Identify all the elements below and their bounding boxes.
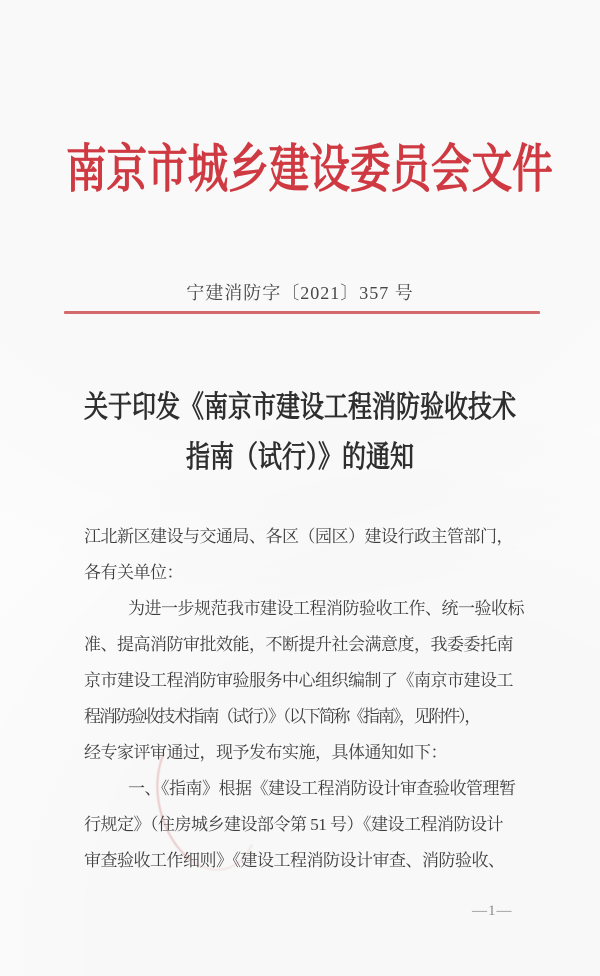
page-number: —1— <box>472 903 513 919</box>
letterhead-title: 南京市城乡建设委员会文件 <box>66 142 553 199</box>
notice-body <box>84 519 528 879</box>
body-line: 一、《指南》根据《建设工程消防设计审查验收管理暂 <box>128 779 516 798</box>
body-line: 各有关单位： <box>84 563 183 582</box>
notice-title-line-1: 关于印发《南京市建设工程消防验收技术 <box>84 391 516 424</box>
body-line: 审查验收工作细则》《建设工程消防设计审查、消防验收、 <box>84 851 505 870</box>
body-line: 为进一步规范我市建设工程消防验收工作、统一验收标 <box>128 599 524 618</box>
body-line: 程消防验收技术指南（试行）》（以下简称《指南》，见附件）， <box>84 707 480 726</box>
body-line: 行规定》（住房城乡建设部令第 51 号）《建设工程消防设计 <box>84 815 503 834</box>
notice-title <box>60 383 540 483</box>
letterhead-divider-rule <box>64 311 540 314</box>
notice-title-line-2: 指南（试行）》的通知 <box>186 441 414 474</box>
body-line: 经专家评审通过，现予发布实施，具体通知如下： <box>84 743 447 762</box>
body-line: 准、提高消防审批效能，不断提升社会满意度，我委委托南 <box>84 635 513 654</box>
document-reference-number: 宁建消防字〔2021〕357 号 <box>186 283 414 303</box>
body-line: 京市建设工程消防审验服务中心组织编制了《南京市建设工 <box>84 671 513 690</box>
body-line: 江北新区建设与交通局、各区（园区）建设行政主管部门， <box>84 527 513 546</box>
